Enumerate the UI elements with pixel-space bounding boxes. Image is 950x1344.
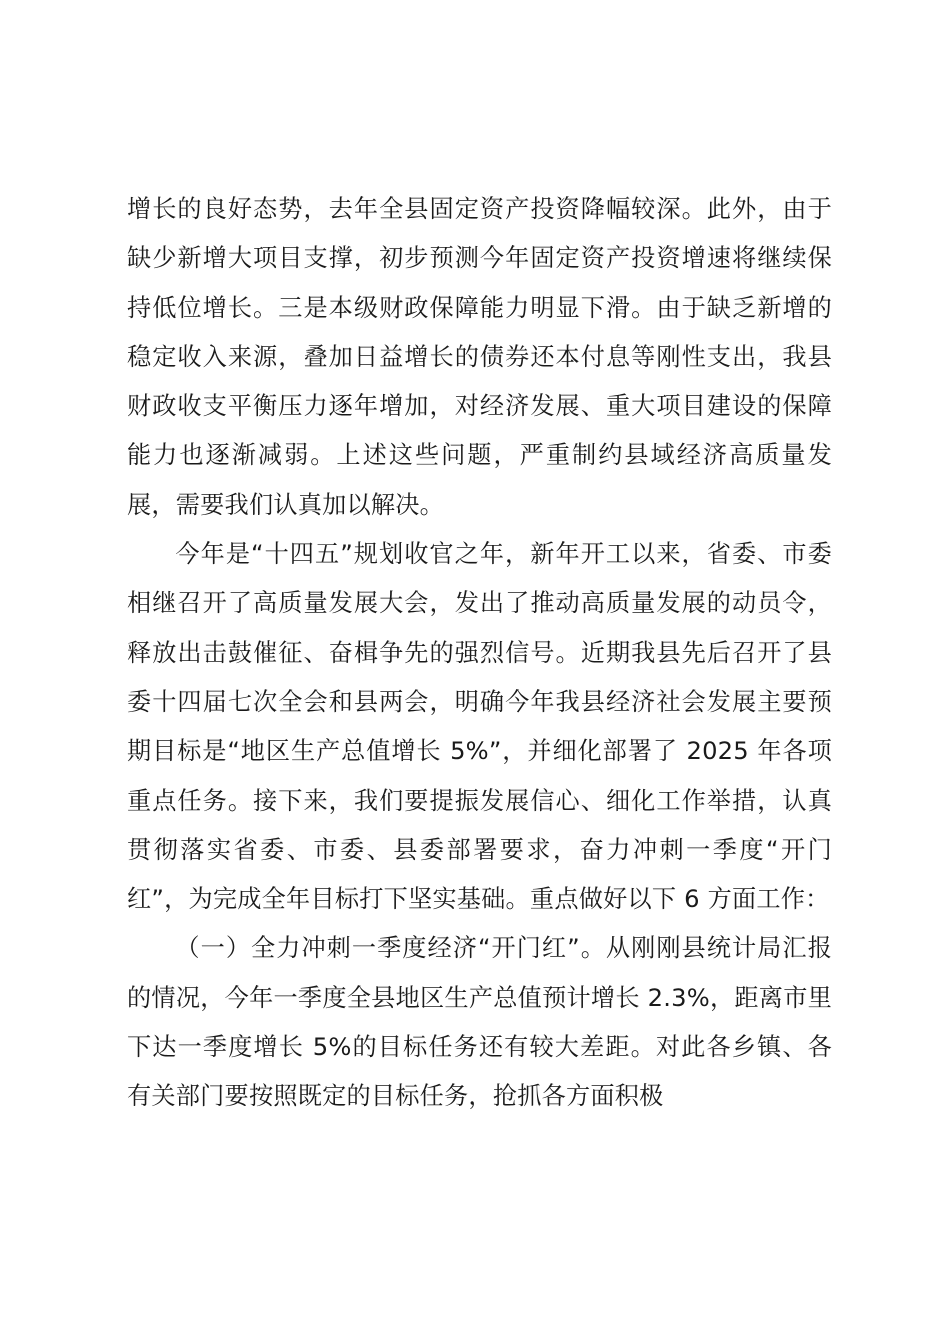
paragraph-section-one: （一）全力冲刺一季度经济“开门红”。从刚刚县统计局汇报的情况，今年一季度全县地区生产总值预计增长 2.3%，距离市里下达一季度增长 5%的目标任务还有较大差距。对此各乡镇、各有关部门要按照既定的目标任务，抢抓各方面积极 [127,934,832,1111]
paragraph-continuation: 增长的良好态势，去年全县固定资产投资降幅较深。此外，由于缺少新增大项目支撑，初步预测今年固定资产投资增速将继续保持低位增长。三是本级财政保障能力明显下滑。由于缺乏新增的稳定收入来源，叠加日益增长的债券还本付息等刚性支出，我县财政收支平衡压力逐年增加，对经济发展、重大项目建设的保障能力也逐渐减弱。上述这些问题，严重制约县域经济高质量发展，需要我们认真加以解决。 [127,195,832,519]
document-body [127,185,832,1122]
paragraph-annual-goals: 今年是“十四五”规划收官之年，新年开工以来，省委、市委相继召开了高质量发展大会，发出了推动高质量发展的动员令，释放出击鼓催征、奋楫争先的强烈信号。近期我县先后召开了县委十四届七次全会和县两会，明确今年我县经济社会发展主要预期目标是“地区生产总值增长 5%”，并细化部署了 2025 年各项重点任务。接下来，我们要提振发展信心、细化工作举措，认真贯彻落实省委、市委、县委部署要求，奋力冲刺一季度“开门红”，为完成全年目标打下坚实基础。重点做好以下 6 方面工作： [127,540,832,914]
